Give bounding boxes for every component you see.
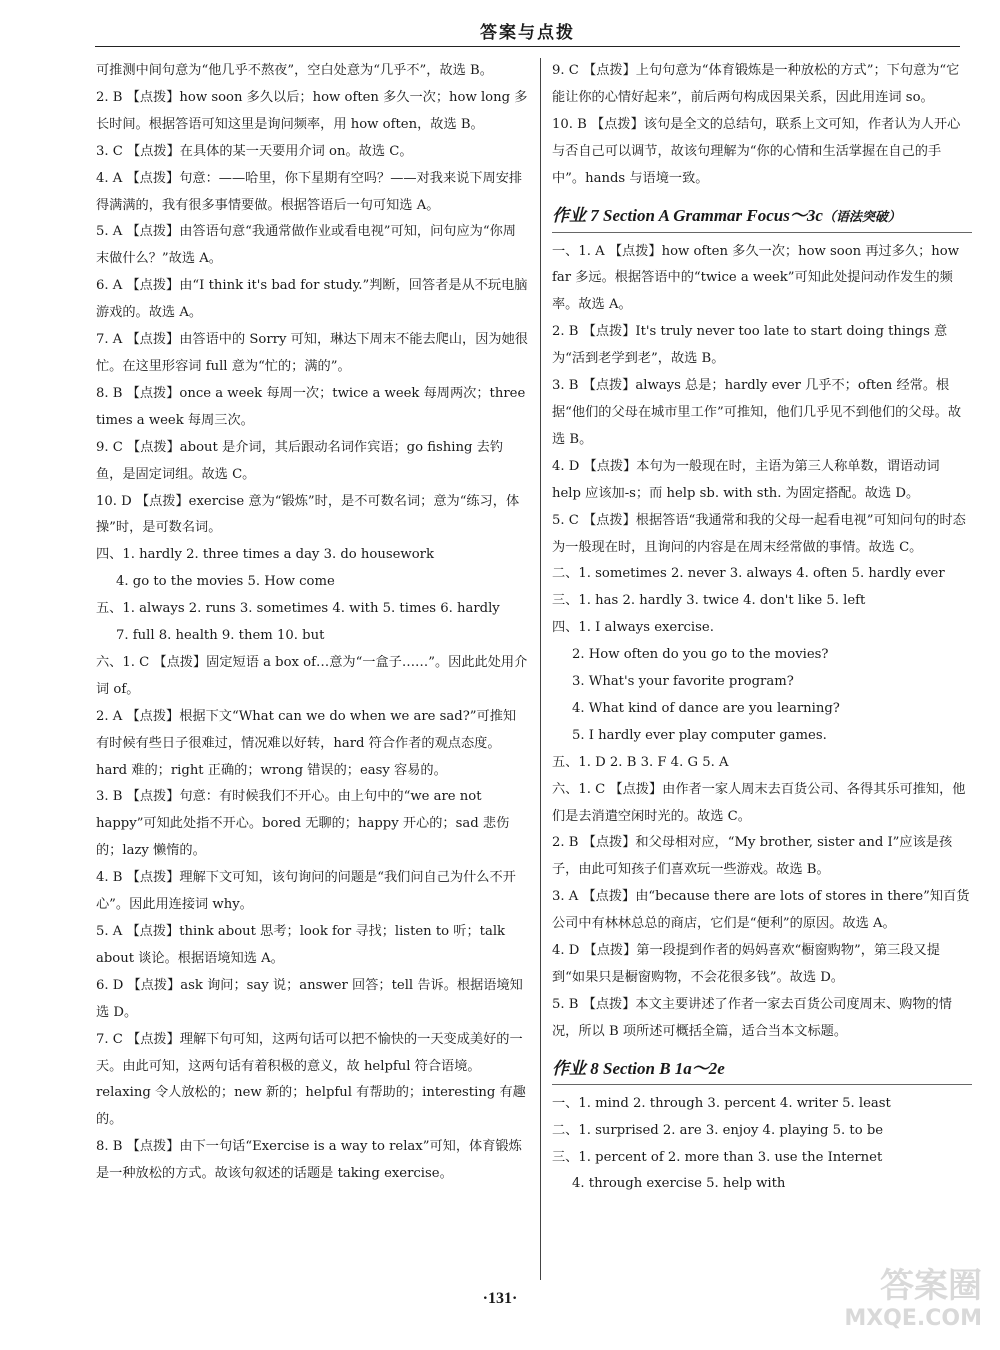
- answer-line: 三、1. has 2. hardly 3. twice 4. don't like 5. left: [552, 593, 866, 609]
- answer-line: 3. A 【点拨】由“because there are lots of stores in there”知百货公司中有林林总总的商店，它们是“便利”的原因。故选 A。: [552, 889, 970, 932]
- answer-line: 7. full 8. health 9. them 10. but: [116, 628, 325, 644]
- answer-line: 三、1. percent of 2. more than 3. use the Internet: [552, 1149, 883, 1165]
- answer-line: 3. C 【点拨】在具体的某一天要用介词 on。故选 C。: [96, 143, 413, 159]
- watermark-logo: [792, 1266, 982, 1336]
- answer-line: 六、1. C 【点拨】固定短语 a box of…意为“一盒子……”。因此此处用介词 of。: [96, 654, 528, 697]
- answer-line: 5. B 【点拨】本文主要讲述了作者一家去百货公司度周末、购物的情况，所以 B 项所述可概括全篇，适合当本文标题。: [552, 996, 952, 1039]
- section-subtitle: （语法突破）: [822, 208, 901, 224]
- answer-line: 6. A 【点拨】由“I think it's bad for study.”判断，回答者是从不玩电脑游戏的。故选 A。: [96, 278, 528, 321]
- section-heading-7: [552, 201, 972, 233]
- answer-line: 10. D 【点拨】exercise 意为“锻炼”时，是不可数名词；意为“练习，体操”时，是可数名词。: [96, 493, 520, 536]
- answer-line: 8. B 【点拨】由下一句话“Exercise is a way to relax”可知，体育锻炼是一种放松的方式。故该句叙述的话题是 taking exercise。: [96, 1139, 522, 1182]
- answer-line: 2. A 【点拨】根据下文“What can we do when we are sad?”可推知有时候有些日子很难过，情况难以好转，hard 符合作者的观点态度。hard 难的；right 正确的；wrong 错误的；easy 容易的。: [96, 708, 517, 778]
- header-title: 答案与点拨: [480, 23, 575, 43]
- answer-line: 2. B 【点拨】how soon 多久以后；how often 多久一次；how long 多长时间。根据答语可知这里是询问频率，用 how often，故选 B。: [96, 89, 528, 132]
- answer-line: 3. What's your favorite program?: [572, 674, 794, 690]
- answer-line: 二、1. sometimes 2. never 3. always 4. often 5. hardly ever: [552, 566, 945, 582]
- answer-line: 8. B 【点拨】once a week 每周一次；twice a week 每周两次；three times a week 每周三次。: [96, 385, 526, 428]
- watermark-url: MXQE.COM: [844, 1306, 982, 1331]
- answer-line: 9. C 【点拨】about 是介词，其后跟动名词作宾语；go fishing 去钓鱼，是固定词组。故选 C。: [96, 439, 504, 482]
- answer-line: 2. How often do you go to the movies?: [572, 647, 829, 663]
- answer-line: 4. B 【点拨】理解下文可知，该句询问的问题是“我们问自己为什么不开心”。因此用连接词 why。: [96, 870, 516, 913]
- answer-line: 四、1. hardly 2. three times a day 3. do housework: [96, 547, 434, 563]
- answer-line: 3. B 【点拨】句意：有时候我们不开心。由上句中的“we are not happy”可知此处指不开心。bored 无聊的；happy 开心的；sad 悲伤的；lazy 懒惰的。: [96, 789, 510, 859]
- answer-line: 五、1. D 2. B 3. F 4. G 5. A: [552, 754, 729, 770]
- answer-line: 六、1. C 【点拨】由作者一家人周末去百货公司、各得其乐可推知，他们是去消遣空闲时光的。故选 C。: [552, 781, 966, 824]
- answer-line: 四、1. I always exercise.: [552, 620, 714, 636]
- section-heading-8: [552, 1054, 972, 1085]
- answer-line: 4. D 【点拨】本句为一般现在时，主语为第三人称单数，谓语动词 help 应该加-s；而 help sb. with sth. 为固定搭配。故选 D。: [552, 458, 940, 501]
- answer-line: 10. B 【点拨】该句是全文的总结句，联系上文可知，作者认为人开心与否自己可以调节，故该句理解为“你的心情和生活掌握在自己的手中”。hands 与语境一致。: [552, 116, 961, 186]
- answer-line: 4. through exercise 5. help with: [572, 1176, 786, 1192]
- answer-line: 7. A 【点拨】由答语中的 Sorry 可知，琳达下周末不能去爬山，因为她很忙。在这里形容词 full 意为“忙的；满的”。: [96, 332, 528, 374]
- answer-line: 一、1. A 【点拨】how often 多久一次；how soon 再过多久；how far 多远。根据答语中的“twice a week”可知此处提问动作发生的频率。故选 A。: [552, 243, 959, 313]
- answer-line: 2. B 【点拨】It's truly never too late to start doing things 意为“活到老学到老”，故选 B。: [552, 324, 948, 367]
- answer-line: 一、1. mind 2. through 3. percent 4. writer 5. least: [552, 1095, 891, 1111]
- right-column: [552, 58, 972, 1198]
- answer-line: 4. D 【点拨】第一段提到作者的妈妈喜欢“橱窗购物”，第三段又提到“如果只是橱窗购物，不会花很多钱”。故选 D。: [552, 943, 940, 985]
- answer-line: 二、1. surprised 2. are 3. enjoy 4. playing 5. to be: [552, 1122, 884, 1138]
- answer-line: 4. A 【点拨】句意：——哈里，你下星期有空吗？——对我来说下周安排得满满的，我有很多事情要做。根据答语后一句可知选 A。: [96, 170, 523, 213]
- answer-line: 6. D 【点拨】ask 询问；say 说；answer 回答；tell 告诉。根据语境知选 D。: [96, 977, 523, 1020]
- left-column: [96, 58, 528, 1188]
- answer-line: 7. C 【点拨】理解下句可知，这两句话可以把不愉快的一天变成美好的一天。由此可知，这两句话有着积极的意义，故 helpful 符合语境。relaxing 令人放松的；new 新的；helpful 有帮助的；interesting 有趣的。: [96, 1031, 526, 1128]
- answer-line: 5. A 【点拨】由答语句意“我通常做作业或看电视”可知，问句应为“你周末做什么？”故选 A。: [96, 224, 516, 267]
- answer-line: 3. B 【点拨】always 总是；hardly ever 几乎不；often 经常。根据“他们的父母在城市里工作”可推知，他们几乎见不到他们的父母。故选 B。: [552, 378, 962, 447]
- answer-line: 4. What kind of dance are you learning?: [572, 700, 840, 716]
- answer-line: 5. C 【点拨】根据答语“我通常和我的父母一起看电视”可知问句的时态为一般现在时，且询问的内容是在周末经常做的事情。故选 C。: [552, 512, 966, 555]
- section-title: 作业 8 Section B 1a～2e: [552, 1058, 725, 1078]
- answer-line: 4. go to the movies 5. How come: [116, 574, 335, 590]
- answer-line: 5. I hardly ever play computer games.: [572, 727, 827, 743]
- answer-line: 9. C 【点拨】上句句意为“体育锻炼是一种放松的方式”；下句意为“它能让你的心情好起来”，前后两句构成因果关系，因此用连词 so。: [552, 63, 960, 105]
- watermark-text: 答案圈: [880, 1266, 982, 1306]
- answer-line: 2. B 【点拨】和父母相对应，“My brother, sister and I”应该是孩子，由此可知孩子们喜欢玩一些游戏。故选 B。: [552, 835, 953, 878]
- answer-line: 5. A 【点拨】think about 思考；look for 寻找；listen to 听；talk about 谈论。根据语境知选 A。: [96, 924, 506, 966]
- section-title: 作业 7 Section A Grammar Focus～3c: [552, 205, 823, 225]
- answer-line: 五、1. always 2. runs 3. sometimes 4. with 5. times 6. hardly: [96, 601, 500, 617]
- page-number: ·131·: [482, 1290, 518, 1307]
- column-divider: [540, 58, 541, 1280]
- page-header: [95, 18, 960, 47]
- answer-line: 可推测中间句意为“他几乎不熬夜”，空白处意为“几乎不”，故选 B。: [96, 63, 493, 78]
